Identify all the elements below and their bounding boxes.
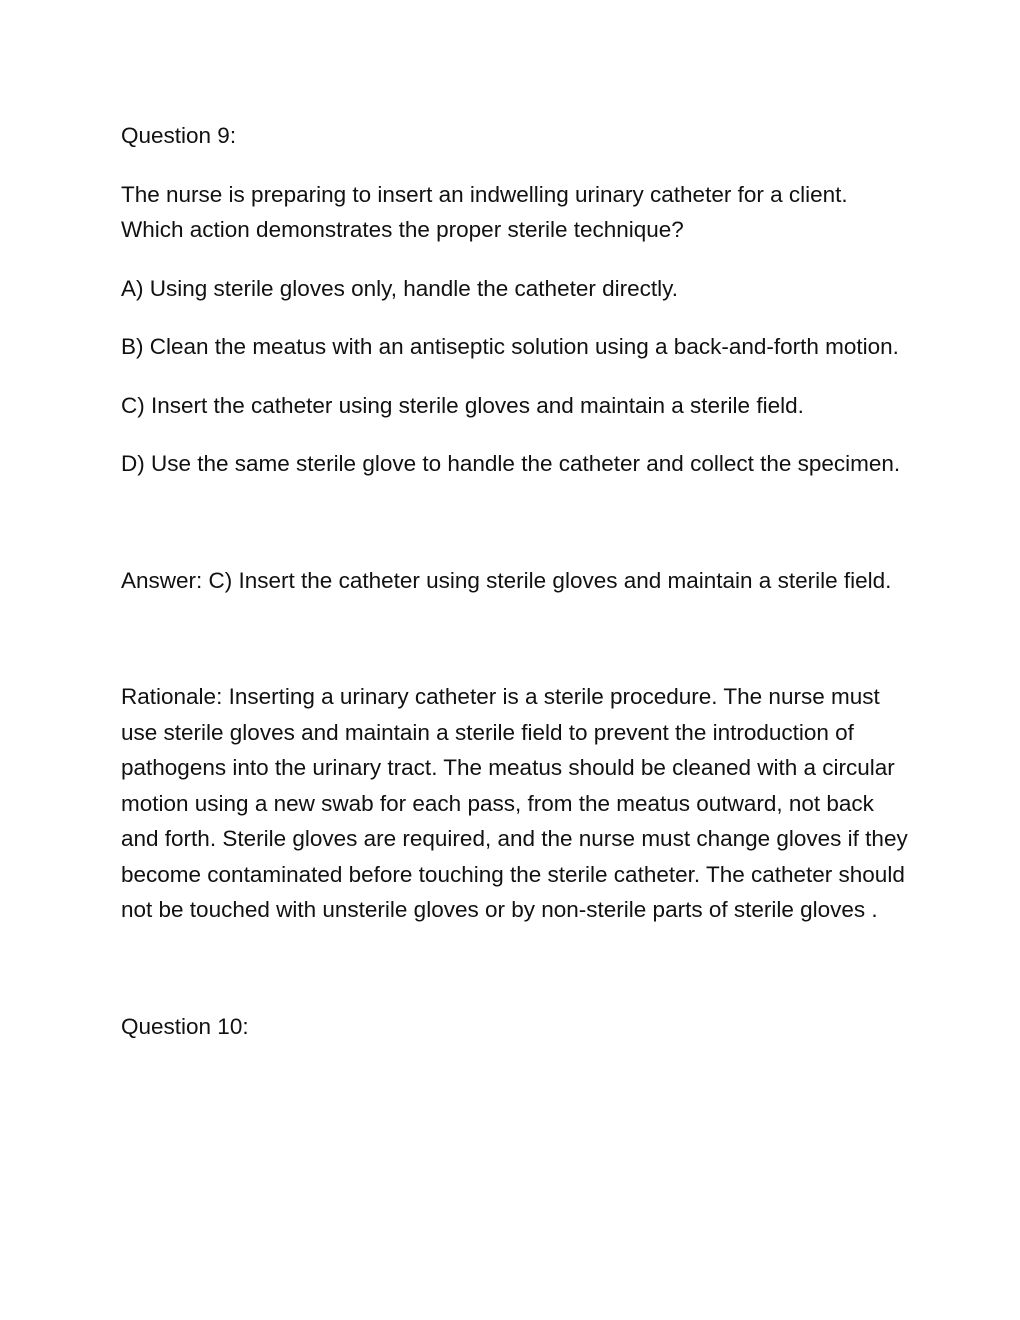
answer-text: Answer: C) Insert the catheter using sterile gloves and maintain a sterile field. <box>121 567 892 593</box>
option-c: C) Insert the catheter using sterile gloves and maintain a sterile field. <box>121 392 804 418</box>
question-10-heading: Question 10: <box>121 1013 249 1039</box>
question-9-heading: Question 9: <box>121 123 237 148</box>
option-d: D) Use the same sterile glove to handle the catheter and collect the specimen. <box>121 451 901 476</box>
option-b: B) Clean the meatus with an antiseptic solution using a back-and-forth motion. <box>121 334 899 359</box>
option-a: A) Using sterile gloves only, handle the catheter directly. <box>121 275 678 301</box>
document-page <box>121 118 911 1067</box>
question-9-stem: The nurse is preparing to insert an indwelling urinary catheter for a client. Which action demonstrates the proper sterile technique? <box>121 181 848 242</box>
rationale-text: Rationale: Inserting a urinary catheter is a sterile procedure. The nurse must use sterile gloves and maintain a sterile field to prevent the introduction of pathogens into the urinary tract. The meatus should be cleaned with a circular motion using a new swab for each pass, from the meatus outward, not back and forth. Sterile gloves are required, and the nurse must change gloves if they become contaminated before touching the sterile catheter. The catheter should not be touched with unsterile gloves or by non-sterile parts of sterile gloves . <box>121 684 908 922</box>
